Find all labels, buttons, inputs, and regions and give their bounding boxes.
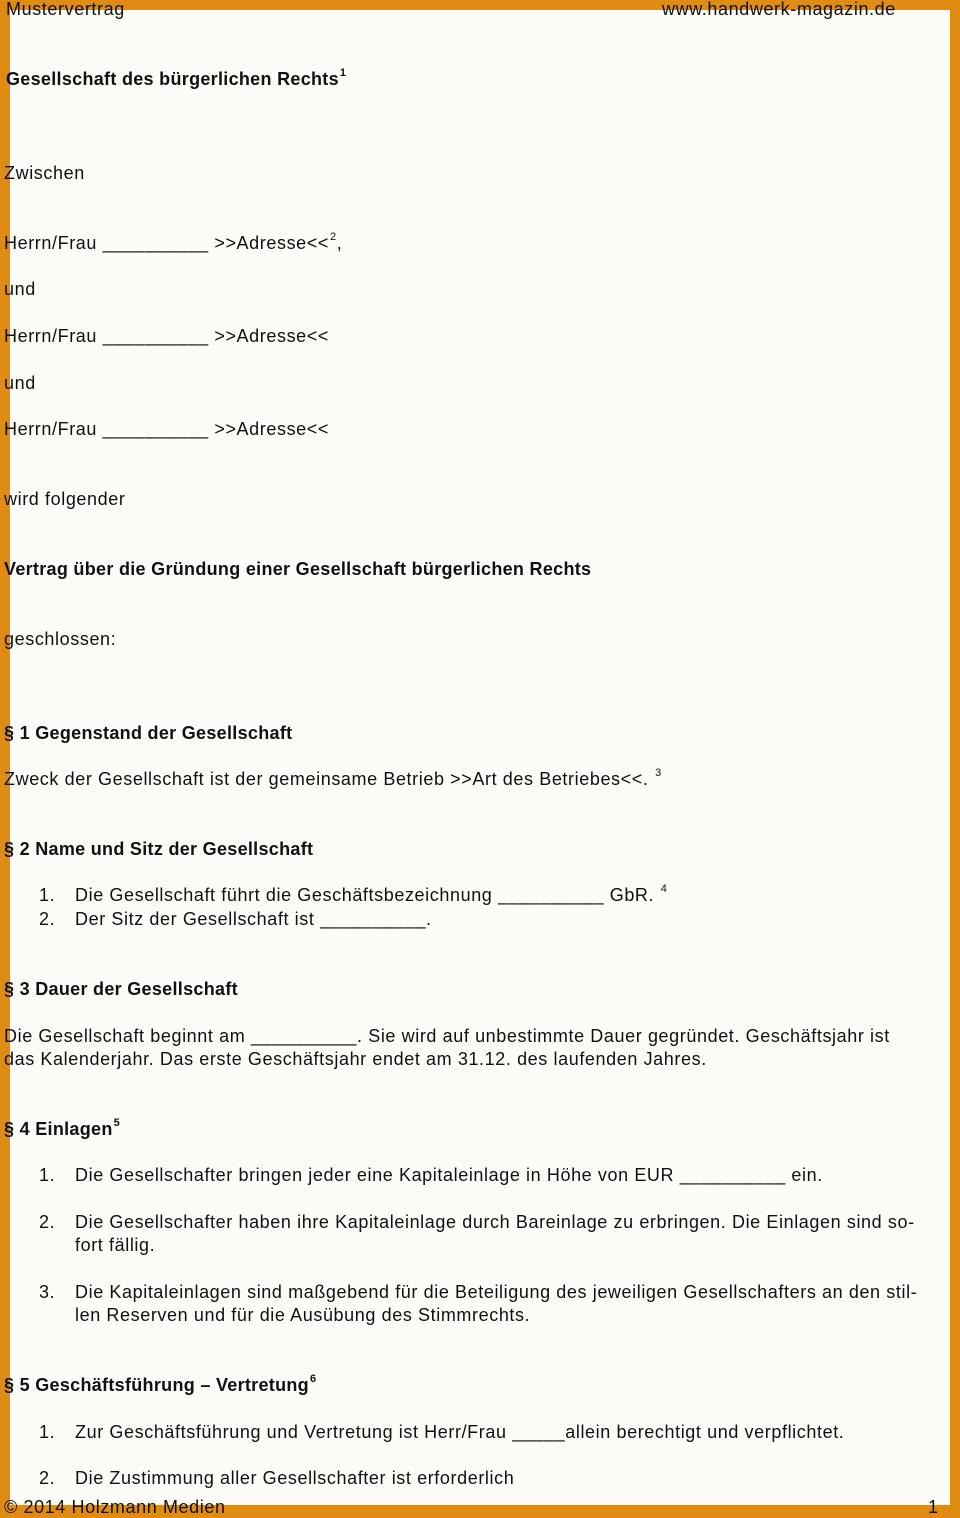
intro-und-1: und xyxy=(4,279,36,299)
document-page: Mustervertrag www.handwerk-magazin.de Gesellschaft des bürgerlichen Rechts$^1$ Zwischen Herrn/Frau __________ >>Adresse<<$^2$, und Herrn/Frau __________ >>Adresse<< und Herrn/Frau __________ >>Adresse<< wird folgender Vertrag über die Gründung einer Gesellschaft bürgerlichen Rechts geschlossen: § 1 Gegenstand der Gesellschaft Zweck der Gesellschaft ist der gemeinsame Betrieb >>Art des Betriebes<<. $^3$ § 2 Name und Sitz der Gesellschaft 1. Die Gesellschaft führt die Geschäftsbezeichnung __________ GbR. $^4$ 2. Der Sitz der Gesellschaft ist __________. § 3 Dauer der Gesellschaft Die Gesellschaft beginnt am __________. Sie wird auf unbestimmte Dauer gegründet. Geschäftsjahr ist das Kalenderjahr. Das erste Geschäftsjahr endet am 31.12. des laufenden Jahres. § 4 Einlagen$^5$ 1. Die Gesellschafter bringen jeder eine Kapitaleinlage in Höhe von EUR __________ ein. 2. Die Gesellschafter haben ihre Kapitaleinlage durch Bareinlage zu erbringen. Die Einlagen sind so- fort fällig. 3. Die Kapitaleinlagen sind maßgebend für die Beteiligung des jeweiligen Gesellschafters an den stil- len Reserven und für die Ausübung des Stimmrechts. § 5 Geschäftsführung – Vertretung$^6$ 1. Zur Geschäftsführung und Vertretung ist Herr/Frau _____allein berechtigt und verpflichtet. 2. Die Zustimmung aller Gesellschafter ist erforderlich © 2014 Holzmann Medien 1 xyxy=(10,10,950,1505)
footnote-marker: 3 xyxy=(655,767,662,779)
party-line-1: Herrn/Frau __________ >>Adresse<<$^2$, xyxy=(4,231,343,253)
footnote-marker: 6 xyxy=(309,1373,317,1385)
header-left: Mustervertrag xyxy=(6,0,125,19)
section-3-line-2: das Kalenderjahr. Das erste Geschäftsjahr endet am 31.12. des laufenden Jahres. xyxy=(4,1049,707,1069)
document-title: Gesellschaft des bürgerlichen Rechts$^1$ xyxy=(6,67,347,89)
section-4-heading: § 4 Einlagen$^5$ xyxy=(4,1117,121,1139)
intro-geschlossen: geschlossen: xyxy=(4,629,117,649)
party-line-3: Herrn/Frau __________ >>Adresse<< xyxy=(4,419,330,439)
footnote-marker: 2 xyxy=(330,231,337,243)
section-1-heading: § 1 Gegenstand der Gesellschaft xyxy=(4,723,293,743)
footnote-marker: 5 xyxy=(113,1117,121,1129)
party-line-2: Herrn/Frau __________ >>Adresse<< xyxy=(4,326,330,346)
page-number: 1 xyxy=(928,1497,939,1517)
section-2-heading: § 2 Name und Sitz der Gesellschaft xyxy=(4,839,314,859)
list-item: 3. Die Kapitaleinlagen sind maßgebend für die Beteiligung des jeweiligen Gesellschafters an den stil- len Reserven und für die Ausübung des Stimmrechts. xyxy=(39,1282,918,1325)
footer-copyright: © 2014 Holzmann Medien xyxy=(4,1497,226,1517)
list-item: 2. Die Gesellschafter haben ihre Kapitaleinlage durch Bareinlage zu erbringen. Die Einlagen sind so- fort fällig. xyxy=(39,1212,915,1255)
intro-wird: wird folgender xyxy=(4,489,126,509)
section-5-heading: § 5 Geschäftsführung – Vertretung$^6$ xyxy=(4,1373,317,1395)
section-3-line-1: Die Gesellschaft beginnt am __________. Sie wird auf unbestimmte Dauer gegründet. Geschäftsjahr ist xyxy=(4,1026,890,1046)
section-1-text: Zweck der Gesellschaft ist der gemeinsame Betrieb >>Art des Betriebes<<. $^3$ xyxy=(4,767,662,789)
intro-zwischen: Zwischen xyxy=(4,163,85,183)
footnote-marker: 1 xyxy=(339,67,347,79)
header-url: www.handwerk-magazin.de xyxy=(662,0,896,19)
intro-und-2: und xyxy=(4,373,36,393)
section-3-heading: § 3 Dauer der Gesellschaft xyxy=(4,979,238,999)
footnote-marker: 4 xyxy=(660,883,668,895)
contract-title: Vertrag über die Gründung einer Gesellschaft bürgerlichen Rechts xyxy=(4,559,592,579)
